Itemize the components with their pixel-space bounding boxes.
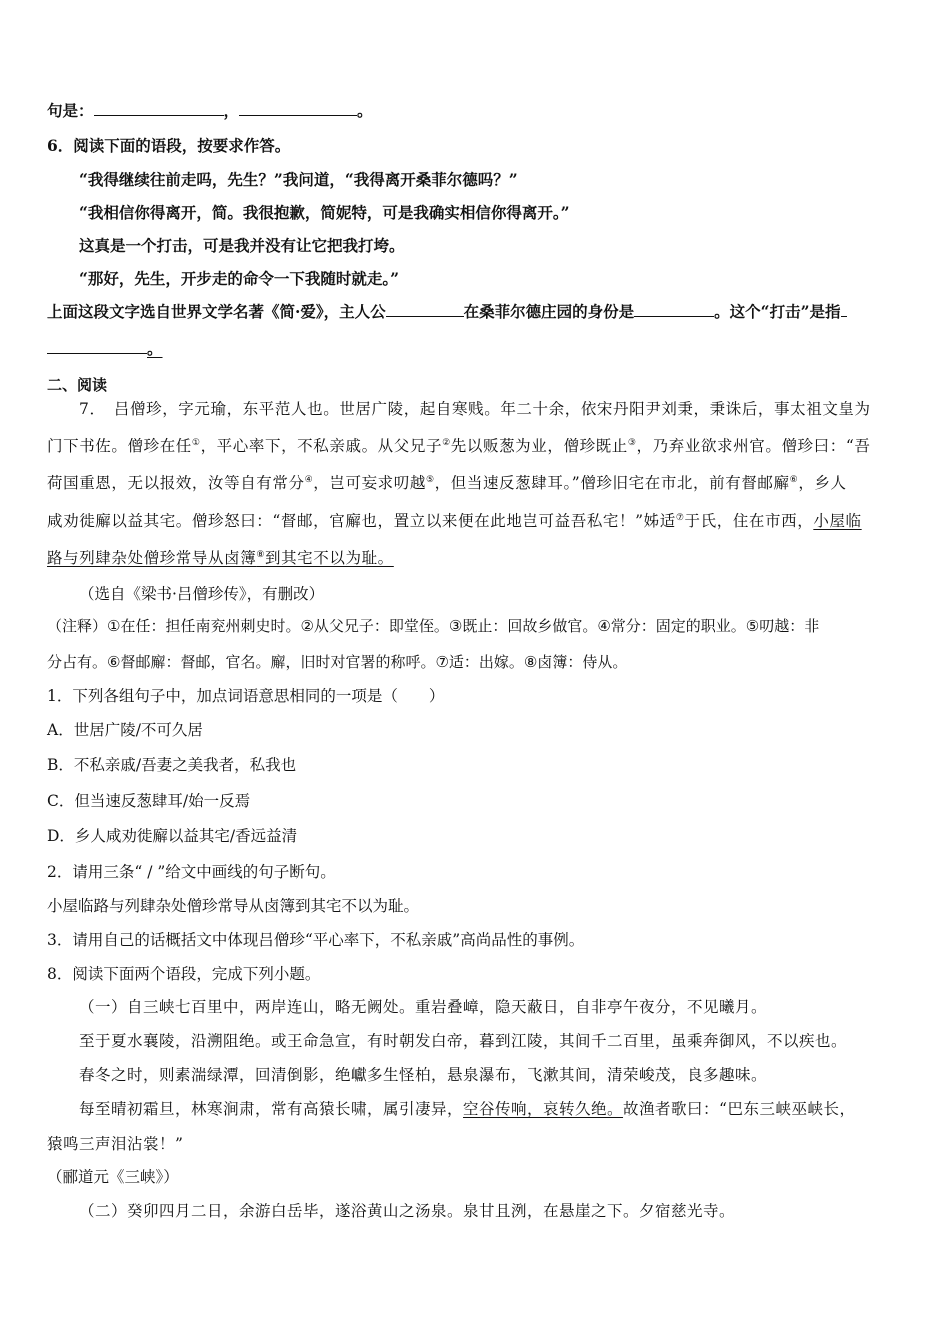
footnote-marker: ⑧: [256, 549, 265, 560]
q7-notes-line-1: （注释）①在任：担任南兖州刺史时。②从父兄子：即堂侄。③既止：回故乡做官。④常分：固定的职业。⑤叨越：非: [47, 617, 820, 635]
q8-passage-2-line-1: （二）癸卯四月二日，余游白岳毕，遂浴黄山之汤泉。泉甘且洌，在悬崖之下。夕宿慈光寺。: [79, 1202, 736, 1220]
q7-text: 先以贩葱为业，僧珍既止: [450, 437, 628, 455]
q8-passage-1-line-4: [79, 1099, 855, 1119]
option-d: D．乡人咸劝徙廨以益其宅/香远益清: [47, 827, 298, 845]
q7-subquestion-1: 1．下列各组句子中，加点词语意思相同的一项是（ ）: [47, 687, 445, 705]
q8-passage-1-line-5: 猿鸣三声泪沾裳！”: [47, 1135, 184, 1153]
option-c: C．但当速反葱肆耳/始一反焉: [47, 792, 251, 810]
footnote-marker: ④: [304, 474, 314, 485]
q7-subquestion-3: 3．请用自己的话概括文中体现吕僧珍“平心率下，不私亲戚”高尚品性的事例。: [47, 931, 585, 949]
q7-subquestion-2: 2．请用三条“ / ”给文中画线的句子断句。: [47, 863, 336, 881]
q6-question-line: [47, 302, 847, 322]
q7-passage-line-4: [47, 511, 862, 531]
answer-blank-protagonist[interactable]: [386, 302, 464, 317]
q7-text: 咸劝徙廨以益其宅。僧珍怒曰：“督邮，官廨也，置立以来便在此地岂可益吾私宅！”姊适: [47, 512, 676, 530]
q7-text: ，乃弃业欲求州官。僧珍曰：“吾: [636, 437, 871, 455]
section-title-reading: 二、阅读: [47, 376, 108, 394]
q5-prefix: 句是：: [47, 101, 94, 120]
q8-source: （郦道元《三峡》）: [47, 1168, 179, 1186]
q5-end: 。: [357, 101, 373, 120]
q7-passage-line-2: [47, 436, 870, 456]
footnote-marker: ⑦: [675, 512, 685, 523]
footnote-marker: ②: [442, 437, 451, 448]
q7-passage-line-3: [47, 473, 847, 493]
answer-blank-1[interactable]: [94, 101, 224, 116]
q6-heading: 6．阅读下面的语段，按要求作答。: [47, 136, 291, 155]
underlined-sentence: 到其宅不以为耻。: [264, 549, 394, 567]
underlined-sentence: 路与列肆杂处僧珍常导从卤簿: [47, 549, 257, 567]
footnote-marker: ⑥: [789, 474, 799, 485]
q7-subquestion-2-sentence: 小屋临路与列肆杂处僧珍常导从卤簿到其宅不以为耻。: [47, 897, 420, 915]
q5-answer-line: [47, 101, 373, 121]
footnote-marker: ③: [627, 437, 637, 448]
q5-comma: ，: [223, 101, 240, 120]
q8-passage-1-line-3: 春冬之时，则素湍绿潭，回清倒影，绝巘多生怪柏，悬泉瀑布，飞漱其间，清荣峻茂，良多趣味。: [79, 1066, 768, 1084]
footnote-marker: ⑤: [425, 474, 435, 485]
q7-text: 荷国重恩，无以报效，汝等自有常分: [47, 474, 305, 492]
answer-blank-blow[interactable]: [47, 339, 147, 354]
q6-question-part1: 上面这段文字选自世界文学名著《简·爱》，主人公: [47, 302, 386, 321]
option-b: B．不私亲戚/吾妻之美我者，私我也: [47, 756, 297, 774]
q6-dialog-line-4: “那好，先生，开步走的命令一下我随时就走。”: [79, 269, 400, 288]
q6-question-line-2: [47, 339, 163, 359]
q7-text: ，乡人: [798, 474, 847, 492]
q7-text: ，岂可妄求叨越: [313, 474, 426, 492]
answer-blank-2[interactable]: [239, 101, 357, 116]
q7-text: 于氏，住在市西，: [684, 512, 814, 530]
q8-heading: 8．阅读下面两个语段，完成下列小题。: [47, 965, 321, 983]
q8-passage-1-line-1: （一）自三峡七百里中，两岸连山，略无阙处。重岩叠嶂，隐天蔽日，自非亭午夜分，不见曦月。: [79, 998, 768, 1016]
q7-passage-line-5: [47, 548, 394, 568]
footnote-marker: ①: [191, 437, 201, 448]
q7-text: ，但当速反葱肆耳。”僧珍旧宅在市北，前有督邮廨: [434, 474, 790, 492]
q7-source: （选自《梁书·吕僧珍传》，有删改）: [79, 585, 325, 603]
q7-text: 门下书佐。僧珍在任: [47, 437, 192, 455]
q7-text: ，平心率下，不私亲戚。从父兄子: [200, 437, 443, 455]
answer-blank-blow-start[interactable]: [841, 302, 847, 317]
q7-notes-line-2: 分占有。⑥督邮廨：督邮，官名。廨，旧时对官署的称呼。⑦适：出嫁。⑧卤簿：侍从。: [47, 653, 628, 671]
q6-question-part2: 在桑菲尔德庄园的身份是: [463, 302, 635, 321]
q6-dialog-line-2: “我相信你得离开，简。我很抱歉，简妮特，可是我确实相信你得离开。”: [79, 203, 570, 222]
q7-passage-line-1: 7． 吕僧珍，字元瑜，东平范人也。世居广陵，起自寒贱。年二十余，依宋丹阳尹刘秉，秉诛后，事太祖文皇为: [79, 400, 871, 418]
q6-dialog-line-1: “我得继续往前走吗，先生？”我问道，“我得离开桑菲尔德吗？”: [79, 170, 518, 189]
q8-text: 故渔者歌曰：“巴东三峡巫峡长，: [623, 1100, 856, 1118]
q6-question-part3: 。这个“打击”是指: [714, 302, 841, 321]
q6-question-end: 。: [147, 339, 163, 358]
underlined-sentence: 空谷传响，哀转久绝。: [463, 1100, 624, 1118]
q6-dialog-line-3: 这真是一个打击，可是我并没有让它把我打垮。: [79, 236, 405, 255]
q8-passage-1-line-2: 至于夏水襄陵，沿溯阻绝。或王命急宣，有时朝发白帝，暮到江陵，其间千二百里，虽乘奔御风，不以疾也。: [79, 1032, 848, 1050]
q8-text: 每至晴初霜旦，林寒涧肃，常有高猿长啸，属引凄异，: [79, 1100, 464, 1118]
option-a: A．世居广陵/不可久居: [47, 721, 203, 739]
answer-blank-identity[interactable]: [634, 302, 714, 317]
underlined-sentence-start: 小屋临: [813, 512, 862, 530]
